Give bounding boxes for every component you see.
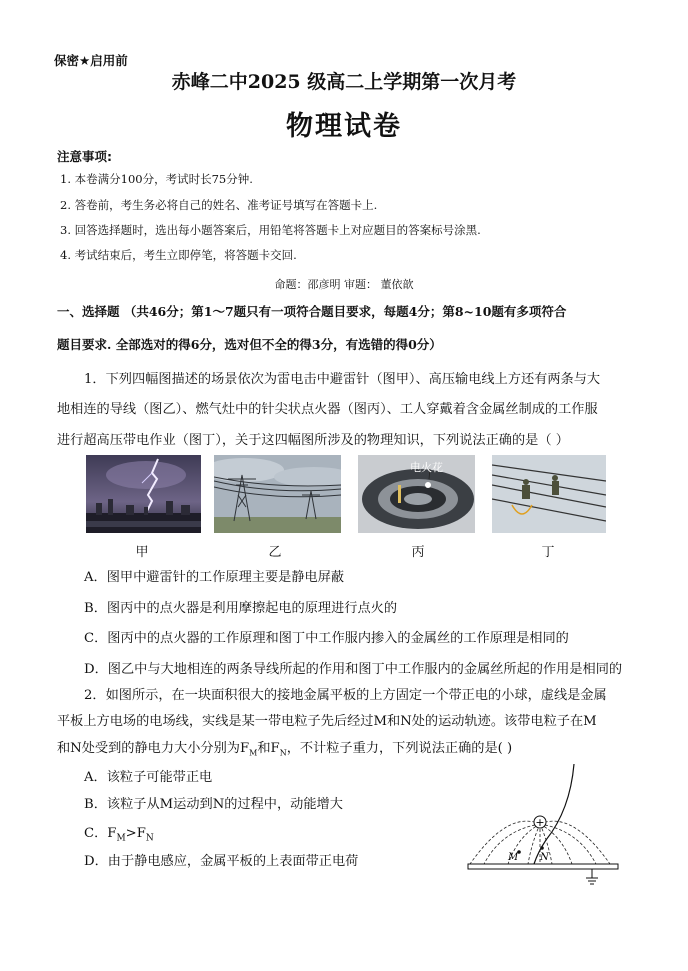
section-heading-line1: 一、选择题 （共46分；第1～7题只有一项符合题目要求，每题4分；第8~10题有多项符合 [57,304,567,319]
exam-title: 赤峰二中2025 级高二上学期第一次月考 [171,71,517,93]
photo-power-towers [214,455,341,533]
q2-stem-line: 2．如图所示，在一块面积很大的接地金属平板的上方固定一个带正电的小球，虚线是金属 [84,688,607,703]
confidential-label: 保密★启用前 [54,53,128,68]
notice-item: 2. 答卷前，考生务必将自己的姓名、准考证号填写在答题卡上. [60,198,378,212]
notice-item: 4. 考试结束后，考生立即停笔，将答题卡交回. [60,248,297,262]
q1-option-c: C．图丙中的点火器的工作原理和图丁中工作服内掺入的金属丝的工作原理是相同的 [84,631,569,646]
photo-line-workers [492,455,606,533]
q1-stem-line: 进行超高压带电作业（图丁），关于这四幅图所涉及的物理知识，下列说法正确的是（ ） [57,433,569,448]
q2-stem-line: 和N处受到的静电力大小分别为$F_M$和$F_N$，不计粒子重力，下列说法正确的是( ) [57,741,513,758]
q2-figure [462,760,630,890]
notice-heading: 注意事项: [57,149,112,164]
section-heading-line2: 题目要求. 全部选对的得6分，选对但不全的得3分，有选错的得0分） [57,337,442,352]
point-m-label: M [508,852,519,863]
caption-yi: 乙 [268,545,282,560]
q2-option-c: C．$F_M>F_N$ [84,826,154,844]
positive-charge-symbol: + [535,816,545,829]
caption-bing: 丙 [411,545,425,560]
point-n-label: N [540,852,549,863]
q2-stem-line: 平板上方电场的电场线，实线是某一带电粒子先后经过M和N处的运动轨迹。该带电粒子在M [57,714,597,729]
q1-option-a: A．图甲中避雷针的工作原理主要是静电屏蔽 [84,570,345,585]
q2-option-b: B．该粒子从M运动到N的过程中，动能增大 [84,797,343,812]
figure-label-spark: 电火花 [410,461,443,474]
notice-item: 3. 回答选择题时，选出每小题答案后，用铅笔将答题卡上对应题目的答案标号涂黑. [60,223,481,237]
caption-ding: 丁 [541,545,555,560]
q1-option-d: D．图乙中与大地相连的两条导线所起的作用和图丁中工作服内的金属丝所起的作用是相同的 [84,662,623,677]
exam-subject: 物理试卷 [286,111,402,142]
q1-stem-line: 1．下列四幅图描述的场景依次为雷电击中避雷针（图甲）、高压输电线上方还有两条与大 [84,372,601,387]
photo-lightning [86,455,201,533]
q2-option-a: A．该粒子可能带正电 [84,770,213,785]
q1-option-b: B．图丙中的点火器是利用摩擦起电的原理进行点火的 [84,601,398,616]
caption-jia: 甲 [135,545,149,560]
authors-line: 命题：邵彦明 审题： 董依歆 [274,278,414,291]
notice-item: 1. 本卷满分100分，考试时长75分钟. [60,172,253,186]
q2-option-d: D．由于静电感应，金属平板的上表面带正电荷 [84,854,359,869]
q1-stem-line: 地相连的导线（图乙）、燃气灶中的针尖状点火器（图丙）、工人穿戴着含金属丝制成的工作服 [57,402,598,417]
